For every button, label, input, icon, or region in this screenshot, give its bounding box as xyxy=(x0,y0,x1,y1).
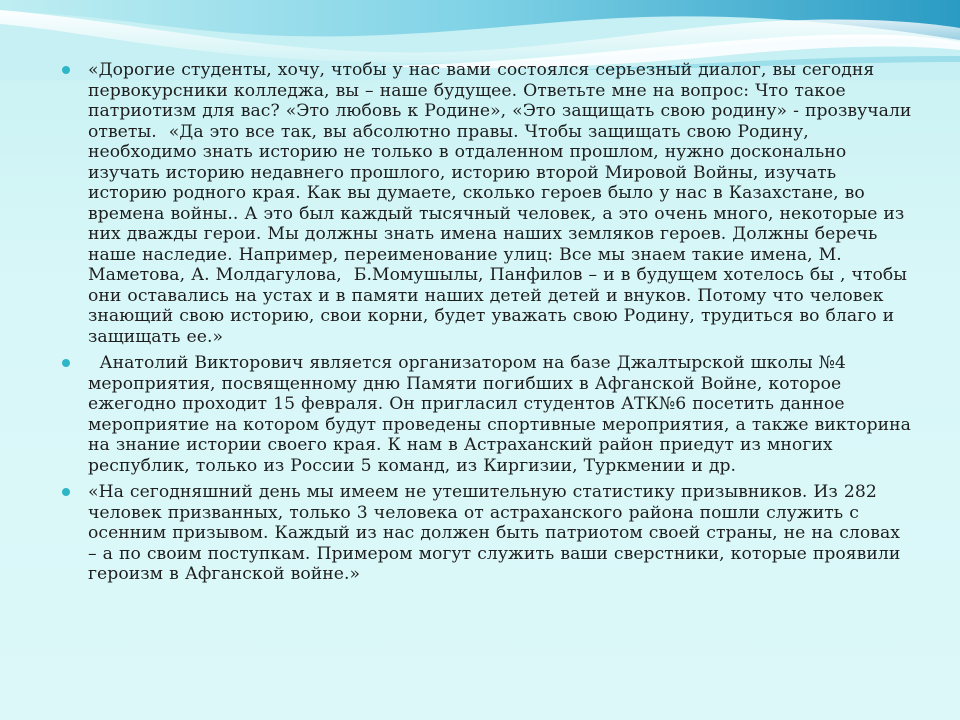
bullet-dot-icon xyxy=(62,66,70,74)
bullet-dot-icon xyxy=(62,359,70,367)
bullet-item-3 xyxy=(62,482,912,585)
paragraph-text: Анатолий Викторович является организатором на базе Джалтырской школы №4 мероприятия, посвященному дню Памяти погибших в Афганской Войне, которое ежегодно проходит 15 февраля. Он пригласил студентов АТК№6 посетить данное мероприятие на котором будут проведены спортивные мероприятия, а также викторина на знание истории своего края. К нам в Астраханский район приедут из многих республик, только из России 5 команд, из Киргизии, Туркмении и др. xyxy=(88,353,917,476)
bullet-dot-icon xyxy=(62,488,70,496)
bullet-item-1 xyxy=(62,60,918,347)
paragraph-text: «На сегодняшний день мы имеем не утешительную статистику призывников. Из 282 человек призванных, только 3 человека от астраханского района пошли служить с осенним призывом. Каждый из нас должен быть патриотом своей страны, не на словах – а по своим поступкам. Примером могут служить ваши сверстники, которые проявили героизм в Афганской войне.» xyxy=(88,482,907,584)
paragraph-text: «Дорогие студенты, хочу, чтобы у нас вами состоялся серьезный диалог, вы сегодня первокурсники колледжа, вы – наше будущее. Ответьте мне на вопрос: Что такое патриотизм для вас? «Это любовь к Родине», «Это защищать свою родину» - прозвучали ответы. «Да это все так, вы абсолютно правы. Чтобы защищать свою Родину, необходимо знать историю не только в отдаленном прошлом, нужно досконально изучать историю недавнего прошлого, историю второй Мировой Войны, изучать историю родного края. Как вы думаете, сколько героев было у нас в Казахстане, во времена войны.. А это был каждый тысячный человек, а это очень много, некоторые из них дважды герои. Мы должны знать имена наших земляков героев. Должны беречь наше наследие. Например, переименование улиц: Все мы знаем такие имена, М. Маметова, А. Молдагулова, Б.Момушылы, Панфилов – и в будущем хотелось бы , чтобы они оставались на устах и в памяти наших детей детей и внуков. Потому что человек знающий свою историю, свои корни, будет уважать свою Родину, трудиться во благо и защищать ее.» xyxy=(88,60,918,347)
slide-content xyxy=(62,60,918,591)
bullet-item-2 xyxy=(62,353,917,476)
